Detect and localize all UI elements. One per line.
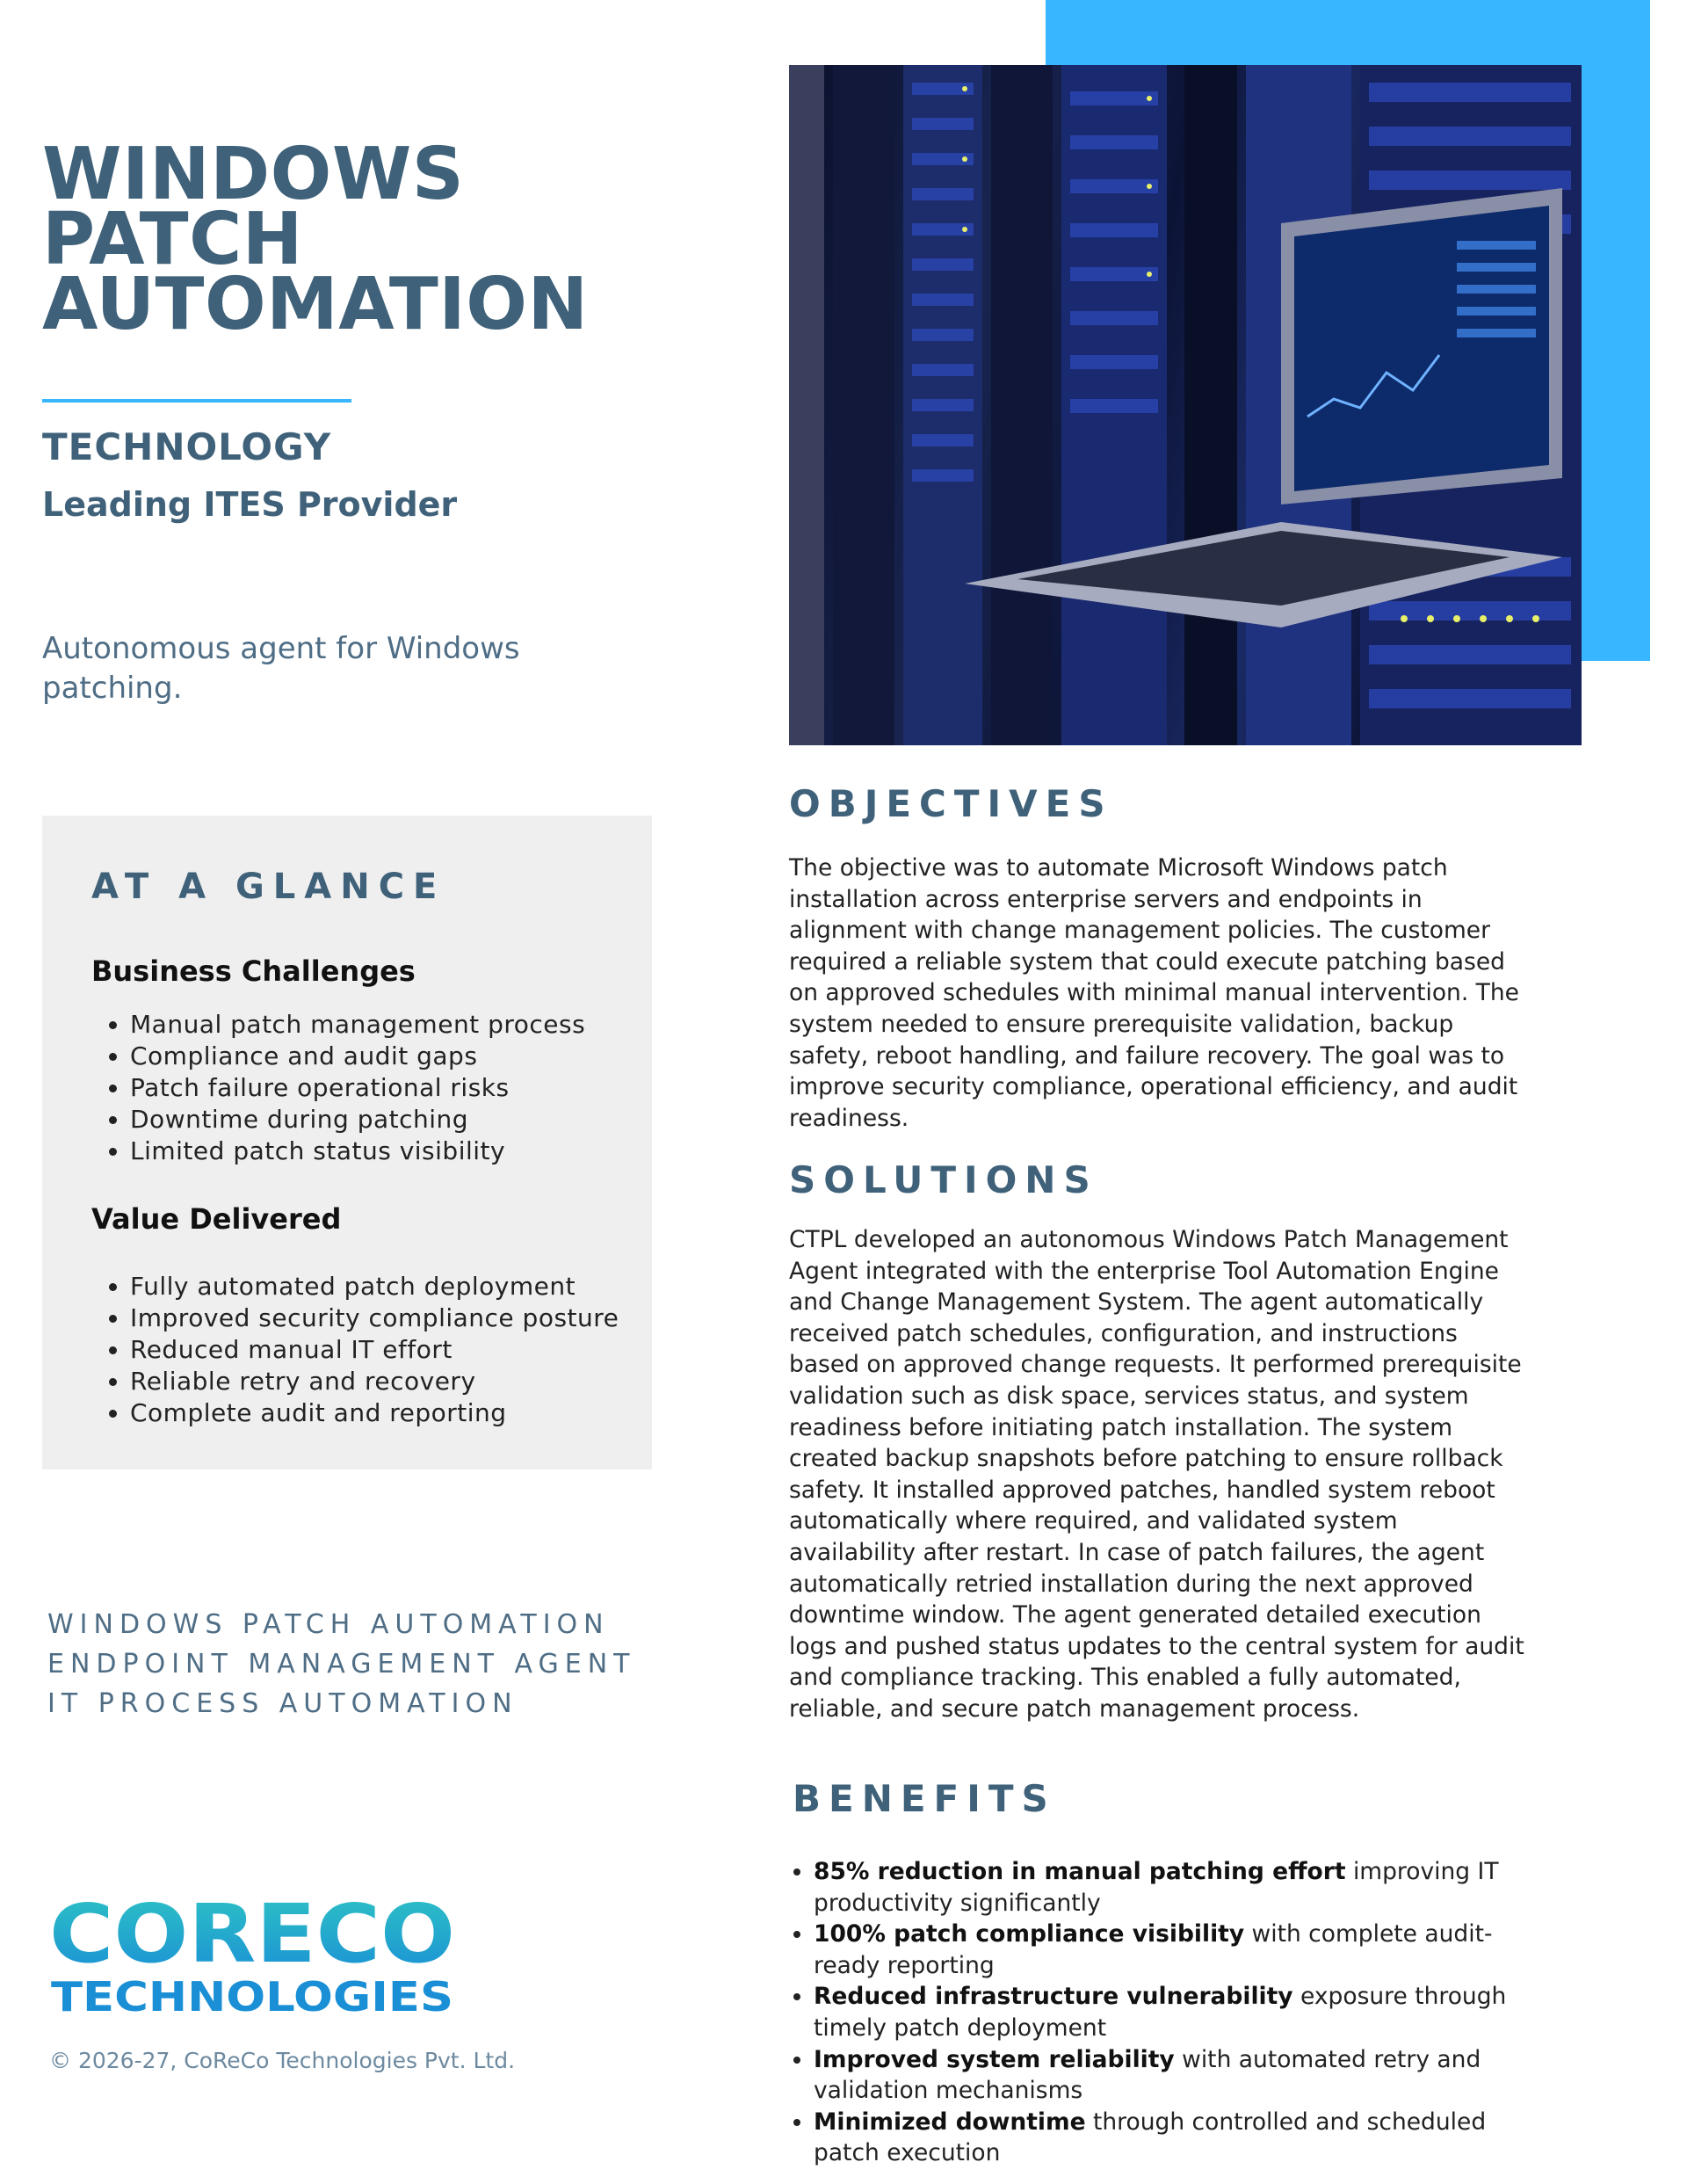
logo-subtitle: TECHNOLOGIES xyxy=(51,1973,453,2021)
logo-wordmark: CORECO xyxy=(49,1890,455,1981)
benefit-detail: through controlled and scheduled patch execution xyxy=(814,2108,1487,2167)
glance-heading: AT A GLANCE xyxy=(91,867,446,907)
benefit-highlight: Improved system reliability xyxy=(814,2045,1175,2073)
benefits-list xyxy=(787,1856,1543,2169)
benefit-item xyxy=(814,1856,1543,1919)
title-line-3: AUTOMATION xyxy=(42,263,589,346)
challenges-list xyxy=(91,1009,692,1167)
benefit-item xyxy=(814,2044,1543,2107)
keyword-list xyxy=(47,1605,636,1723)
document-title xyxy=(42,133,589,346)
copyright-notice: © 2026-27, CoReCo Technologies Pvt. Ltd. xyxy=(49,2048,516,2073)
benefit-item xyxy=(814,1981,1543,2043)
title-line-2: PATCH xyxy=(42,198,303,281)
benefit-highlight: 85% reduction in manual patching effort xyxy=(814,1858,1346,1885)
keyword-item: ENDPOINT MANAGEMENT AGENT xyxy=(47,1649,636,1680)
title-line-1: WINDOWS xyxy=(42,133,465,216)
benefit-detail: improving IT productivity significantly xyxy=(814,1858,1499,1917)
benefit-item xyxy=(814,1919,1543,1981)
at-a-glance-panel xyxy=(42,816,652,1469)
keyword-item: IT PROCESS AUTOMATION xyxy=(47,1688,518,1719)
company-logo xyxy=(49,1890,462,2025)
title-divider xyxy=(42,399,351,403)
list-item: • Reliable retry and recovery xyxy=(130,1366,692,1397)
list-item: • Limited patch status visibility xyxy=(130,1136,692,1167)
list-item: • Fully automated patch deployment xyxy=(130,1271,692,1302)
benefit-item xyxy=(814,2107,1543,2169)
benefits-heading: BENEFITS xyxy=(793,1777,1056,1820)
solutions-text: CTPL developed an autonomous Windows Patch Management Agent integrated with the enterprise Tool Automation Engine and Change Management System. The agent automatically received patch schedules, configuration, and instructions based on approved change requests. It performed prerequisite validation such as disk space, services status, and system readiness before initiating patch installation. The system created backup snapshots before patching to ensure rollback safety. It installed approved patches, handled system reboot automatically where required, and validated system availability after restart. In case of patch failures, the agent automatically retried installation during the next approved downtime window. The agent generated detailed execution logs and pushed status updates to the central system for audit and compliance tracking. This enabled a fully automated, reliable, and secure patch management process. xyxy=(789,1226,1524,1723)
benefit-highlight: Reduced infrastructure vulnerability xyxy=(814,1983,1293,2011)
list-item: • Downtime during patching xyxy=(130,1104,692,1136)
list-item: • Patch failure operational risks xyxy=(130,1072,692,1104)
industry-label: TECHNOLOGY xyxy=(42,425,332,468)
challenges-heading: Business Challenges xyxy=(91,954,416,988)
benefit-highlight: 100% patch compliance visibility xyxy=(814,1920,1245,1948)
benefit-highlight: Minimized downtime xyxy=(814,2108,1086,2136)
objectives-text: The objective was to automate Microsoft Windows patch installation across enterprise servers and endpoints in alignment with change management policies. The customer required a reliable system that could execute patching based on approved schedules with minimal manual intervention. The system needed to ensure prerequisite validation, backup safety, reboot handling, and failure recovery. The goal was to improve security compliance, operational efficiency, and audit readiness. xyxy=(789,854,1519,1132)
keyword-item: WINDOWS PATCH AUTOMATION xyxy=(47,1609,610,1640)
list-item: • Compliance and audit gaps xyxy=(130,1041,692,1072)
list-item: • Complete audit and reporting xyxy=(130,1397,692,1429)
objectives-heading: OBJECTIVES xyxy=(789,782,1113,825)
tagline: Autonomous agent for Windows patching. xyxy=(42,631,520,706)
value-heading: Value Delivered xyxy=(91,1202,342,1236)
client-label: Leading ITES Provider xyxy=(42,485,458,524)
list-item: • Improved security compliance posture xyxy=(130,1302,692,1334)
benefit-detail: with complete audit-ready reporting xyxy=(814,1920,1493,1979)
benefit-detail: exposure through timely patch deployment xyxy=(814,1983,1507,2042)
benefit-detail: with automated retry and validation mechanisms xyxy=(814,2045,1481,2105)
value-list xyxy=(91,1271,692,1429)
list-item: • Manual patch management process xyxy=(130,1009,692,1041)
solutions-heading: SOLUTIONS xyxy=(789,1158,1098,1201)
list-item: • Reduced manual IT effort xyxy=(130,1334,692,1366)
server-room-photo xyxy=(789,65,1582,745)
